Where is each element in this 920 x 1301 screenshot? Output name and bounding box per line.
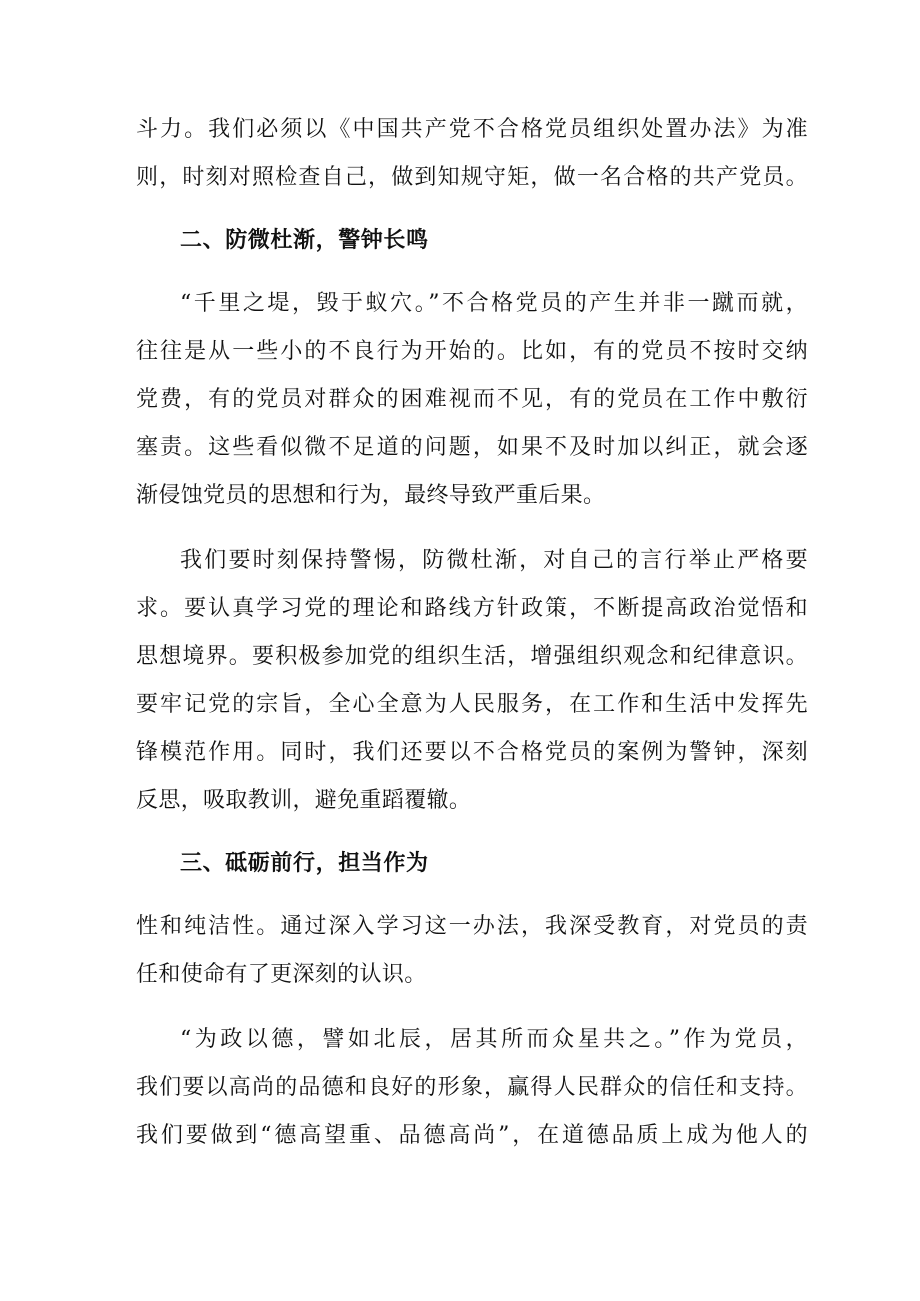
text-line: 斗力。我们必须以《中国共产党不合格党员组织处置办法》为准 xyxy=(136,117,808,142)
text-line: 塞责。这些看似微不足道的问题，如果不及时加以纠正，就会逐 xyxy=(136,435,808,460)
text-line: 求。要认真学习党的理论和路线方针政策，不断提高政治觉悟和 xyxy=(136,596,808,621)
text-line: 渐侵蚀党员的思想和行为，最终导致严重后果。 xyxy=(136,483,606,508)
text-line: 性和纯洁性。通过深入学习这一办法，我深受教育，对党员的责 xyxy=(136,914,808,939)
text-line: 反思，吸取教训，避免重蹈覆辙。 xyxy=(136,788,472,813)
text-line: 我们要以高尚的品德和良好的形象，赢得人民群众的信任和支持。 xyxy=(136,1075,808,1100)
section-heading: 二、防微杜渐，警钟长鸣 xyxy=(180,228,429,253)
text-line: 则，时刻对照检查自己，做到知规守矩，做一名合格的共产党员。 xyxy=(136,165,808,190)
text-line: 思想境界。要积极参加党的组织生活，增强组织观念和纪律意识。 xyxy=(136,644,808,669)
text-line: “千里之堤，毁于蚁穴。”不合格党员的产生并非一蹴而就， xyxy=(180,291,808,316)
text-line: 要牢记党的宗旨，全心全意为人民服务，在工作和生活中发挥先 xyxy=(136,692,808,717)
text-line: 我们要时刻保持警惕，防微杜渐，对自己的言行举止严格要 xyxy=(180,548,808,573)
section-heading: 三、砥砺前行，担当作为 xyxy=(180,851,429,876)
text-line: 我们要做到“德高望重、品德高尚”，在道德品质上成为他人的 xyxy=(136,1123,808,1148)
text-line: 任和使命有了更深刻的认识。 xyxy=(136,962,427,987)
text-line: 锋模范作用。同时，我们还要以不合格党员的案例为警钟，深刻 xyxy=(136,740,808,765)
text-line: 往往是从一些小的不良行为开始的。比如，有的党员不按时交纳 xyxy=(136,339,808,364)
text-line: 党费，有的党员对群众的困难视而不见，有的党员在工作中敷衍 xyxy=(136,387,808,412)
text-line: “为政以德，譬如北辰，居其所而众星共之。”作为党员， xyxy=(180,1027,808,1052)
